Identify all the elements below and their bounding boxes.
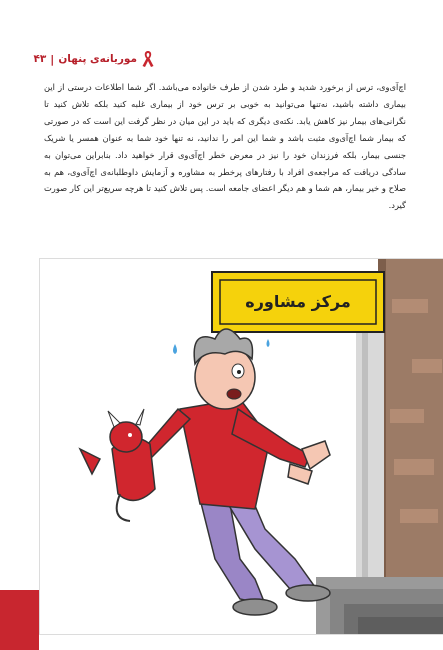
sign-text: مرکز مشاوره bbox=[245, 292, 351, 311]
counseling-center-sign bbox=[212, 272, 384, 332]
awareness-ribbon-icon bbox=[141, 50, 155, 68]
page-number: ۴۳ bbox=[33, 53, 47, 65]
body-paragraph: اچ‌آی‌وی، ترس از برخورد شدید و طرد شدن از طرف خانواده می‌باشد. اگر شما اطلاعات درستی از این بیماری داشته باشید، نه‌تنها می‌توانید به خوبی بر ترس خود از بیماری غلبه کنید بلکه تلاش کنید تا نگرانی‌های بیمار نیز کاهش یابد. نکته‌ی دیگری که باید در این میان در نظر گرفت این است که در صورتی که بیمار شما اچ‌آی‌وی مثبت باشد و شما این امر را ندانید، نه تنها خود شما به عنوان همسر یا شریک جنسی بیمار، بلکه فرزندان خود را نیز در معرض خطر اچ‌آی‌وی قرار خواهید داد. بنابراین می‌توان به سادگی دریافت که مراجعه‌ی افراد با رفتارهای پرخطر به مشاوره و آزمایش داوطلبانه‌ی اچ‌آی‌وی، هم به صلاح و خیر بیمار، هم شما و هم دیگر اعضای جامعه است. پس تلاش کنید تا هرچه سریع‌تر این کار صورت گیرد. bbox=[44, 82, 406, 211]
header-separator: | bbox=[50, 52, 55, 66]
red-corner-bar bbox=[0, 590, 39, 650]
page-header bbox=[33, 50, 155, 68]
chapter-title: موریانه‌ی پنهان bbox=[58, 53, 137, 65]
cartoon-illustration bbox=[39, 258, 443, 635]
red-devil-character bbox=[80, 409, 155, 521]
stairs bbox=[316, 577, 443, 634]
frightened-man bbox=[135, 329, 330, 615]
